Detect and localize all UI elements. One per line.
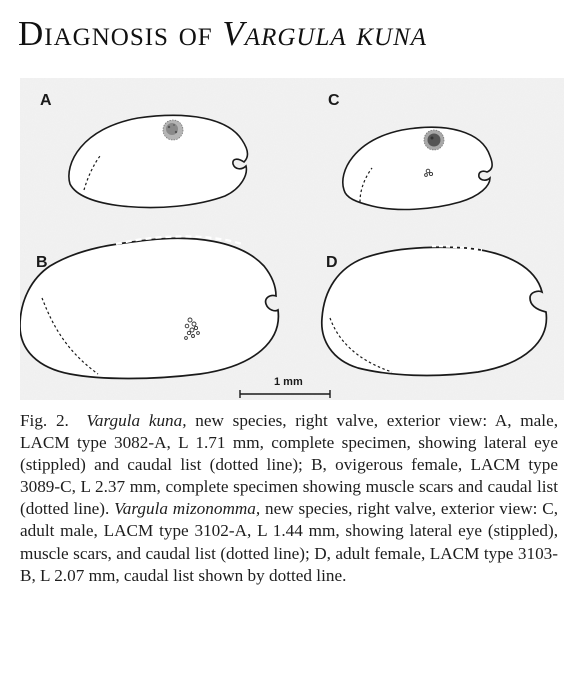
panel-label-d: D: [326, 254, 338, 271]
caption-fig-label: Fig. 2.: [20, 411, 69, 430]
figure-drawing: [20, 78, 564, 400]
shell-d-outline: [322, 247, 547, 375]
caption-text-1: new species, right valve, exterior view: A, male, LACM type 3082-A, L 1.71 mm, complete specimen, showing lateral eye (stippled) and caudal list (dotted line); B, ovigerous female, LACM type 3089-C, L 2.37 mm, complete specimen showing muscle scars and caudal list (dotted line).: [20, 411, 559, 519]
caption-species-1: Vargula kuna,: [86, 411, 187, 430]
caption-text-2: new species, right valve, exterior view: C, adult male, LACM type 3102-A, L 1.44 mm, showing lateral eye (stippled), muscle scars, and caudal list (dotted line); D, adult female, LACM type 3103-B, L 2.07 mm, caudal list shown by dotted line.: [20, 499, 559, 585]
title-prefix: Diagnosis of: [18, 14, 213, 53]
figure-caption: [20, 410, 558, 587]
caption-species-2: Vargula mizonomma,: [114, 499, 261, 519]
title-species: Vargula kuna: [222, 14, 428, 53]
page-title: [18, 14, 427, 54]
figure-2: [20, 78, 564, 400]
lateral-eye-c: [424, 130, 444, 150]
panel-label-c: C: [328, 92, 340, 109]
shell-d: [322, 247, 547, 375]
lateral-eye-a: [163, 120, 183, 140]
scale-bar-label: 1 mm: [274, 376, 303, 388]
panel-label-b: B: [36, 254, 48, 271]
panel-label-a: A: [40, 92, 52, 109]
